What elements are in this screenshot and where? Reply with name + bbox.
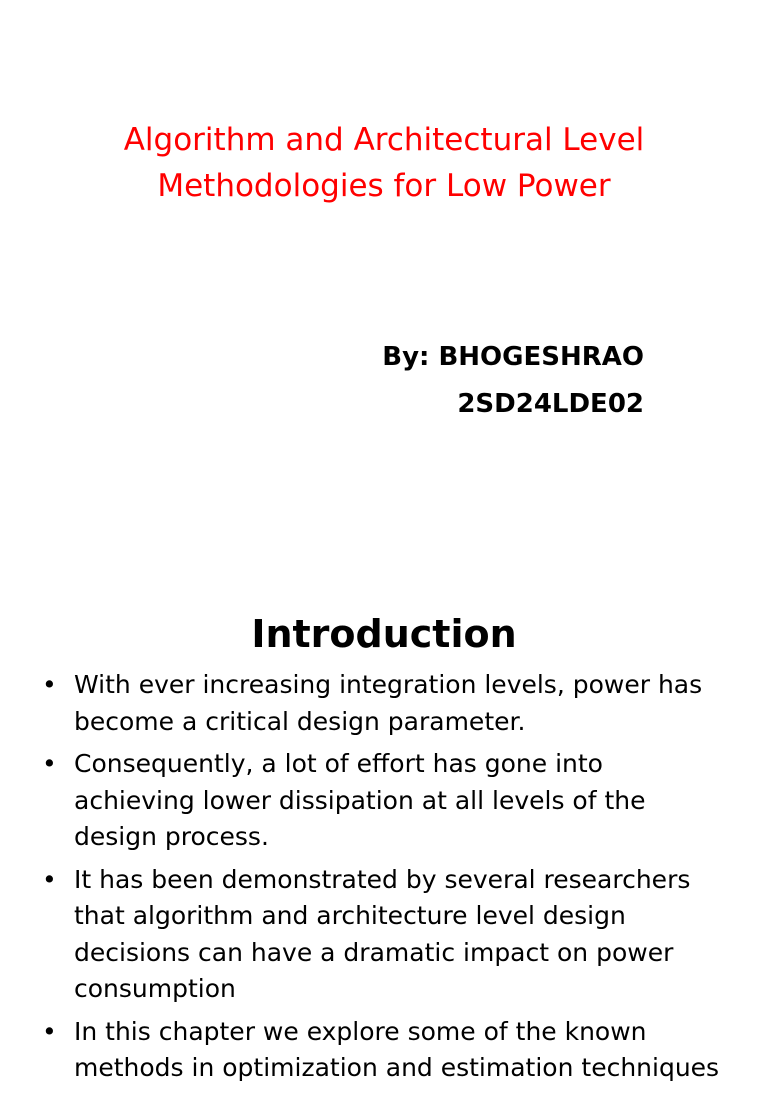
bullet-icon: • (42, 670, 57, 699)
bullet-icon: • (42, 749, 57, 778)
bullet-item (40, 1014, 730, 1087)
slide-title (60, 117, 708, 209)
bullet-text: Consequently, a lot of effort has gone into achieving lower dissipation at all levels of the design process. (74, 749, 646, 851)
author-name: By: BHOGESHRAO (382, 342, 644, 372)
slide-title-line-1: Algorithm and Architectural Level (123, 122, 645, 158)
slide-title-line-2: Methodologies for Low Power (157, 168, 611, 204)
bullet-item (40, 667, 730, 740)
bullet-text: It has been demonstrated by several researchers that algorithm and architecture level design decisions can have a dramatic impact on power consumption (74, 864, 691, 1003)
author-block (382, 334, 644, 428)
introduction-slide (0, 576, 768, 1082)
bullet-item (40, 746, 730, 856)
bullet-icon: • (42, 864, 57, 894)
bullet-list (40, 667, 730, 1093)
bullet-text: With ever increasing integration levels, power has become a critical design parameter. (74, 670, 703, 736)
author-id: 2SD24LDE02 (457, 389, 644, 419)
introduction-heading: Introduction (251, 612, 517, 656)
bullet-text: In this chapter we explore some of the known methods in optimization and estimation techniques (74, 1016, 720, 1082)
bullet-icon: • (42, 1016, 57, 1046)
bullet-item (40, 862, 730, 1008)
